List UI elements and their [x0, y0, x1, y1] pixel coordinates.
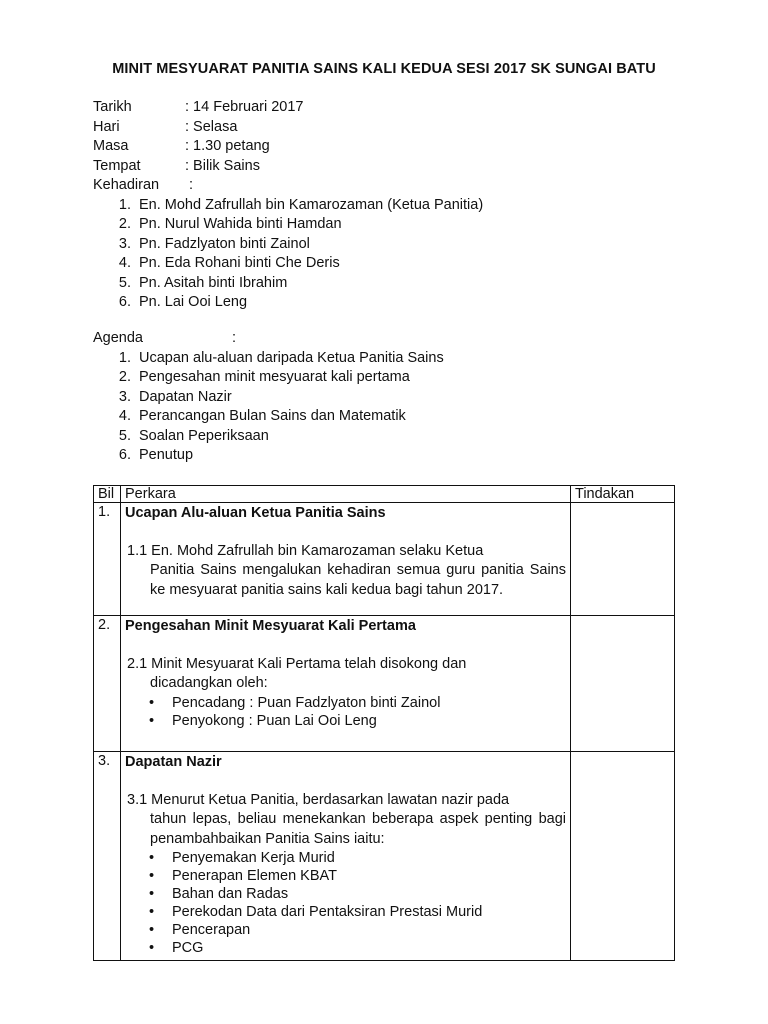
attendee-name: Pn. Lai Ooi Leng [139, 294, 248, 310]
list-item [125, 885, 566, 903]
list-item [125, 939, 566, 957]
bullet-icon: • [148, 904, 155, 920]
row-content [121, 503, 571, 616]
list-item [125, 694, 566, 712]
list-number: 2. [118, 369, 131, 385]
paragraph-first-line: 3.1 Menurut Ketua Panitia, berdasarkan lawatan nazir pada [127, 791, 510, 808]
paragraph-continuation: tahun lepas, beliau menekankan beberapa aspek penting bagi penambahbaikan Panitia Sains iaitu: [150, 811, 566, 847]
attendee-name: Pn. Asitah binti Ibrahim [139, 274, 288, 291]
meta-day-row [93, 118, 693, 138]
list-number: 3. [118, 388, 131, 405]
bullet-icon: • [148, 886, 155, 902]
paragraph-first-line: 2.1 Minit Mesyuarat Kali Pertama telah disokong dan [127, 655, 467, 672]
attendee-name: Pn. Nurul Wahida binti Hamdan [139, 216, 342, 232]
list-item [93, 388, 693, 408]
list-number: 4. [118, 408, 131, 424]
list-number: 5. [118, 427, 131, 444]
list-item [125, 903, 566, 921]
header-perkara: Perkara [121, 486, 571, 503]
list-item [93, 368, 693, 388]
paragraph-continuation: dicadangkan oleh: [150, 675, 268, 691]
table-row [94, 503, 675, 616]
minutes-table [93, 485, 675, 961]
attendee-name: Pn. Fadzlyaton binti Zainol [139, 235, 310, 252]
list-item [125, 849, 566, 867]
meta-label: Masa [93, 138, 129, 154]
list-item [93, 235, 693, 255]
bullet-icon: • [148, 694, 155, 711]
meta-value: : 1.30 petang [185, 138, 270, 154]
table-row [94, 752, 675, 961]
attendee-name: En. Mohd Zafrullah bin Kamarozaman (Ketua Panitia) [139, 196, 484, 213]
document-title: MINIT MESYUARAT PANITIA SAINS KALI KEDUA SESI 2017 SK SUNGAI BATU [112, 61, 656, 77]
bullet-text: Bahan dan Radas [172, 886, 289, 902]
agenda-item: Penutup [139, 447, 194, 463]
meta-time-row [93, 137, 693, 157]
bullet-text: Penyemakan Kerja Murid [172, 850, 335, 866]
list-item [125, 712, 566, 730]
agenda-item: Perancangan Bulan Sains dan Matematik [139, 408, 406, 424]
meta-attendance-row [93, 176, 693, 196]
attendance-list [93, 196, 693, 313]
bullet-icon: • [148, 868, 155, 884]
meta-label: Tarikh [93, 99, 132, 115]
bullet-icon: • [148, 850, 155, 866]
list-item [93, 427, 693, 447]
bullet-text: Penerapan Elemen KBAT [172, 868, 337, 884]
action-cell [571, 616, 675, 752]
meta-value: : Bilik Sains [185, 157, 260, 174]
agenda-item: Pengesahan minit mesyuarat kali pertama [139, 369, 410, 385]
agenda-separator: : [232, 330, 237, 346]
meeting-details [93, 98, 693, 313]
list-item [93, 293, 693, 313]
list-number: 6. [118, 447, 131, 463]
list-item [125, 867, 566, 885]
section-title: Pengesahan Minit Mesyuarat Kali Pertama [125, 618, 416, 634]
meta-value: : Selasa [185, 118, 238, 135]
bullet-list [125, 849, 566, 957]
bullet-text: Penyokong : Puan Lai Ooi Leng [172, 712, 377, 729]
header-bil: Bil [94, 486, 121, 503]
action-cell [571, 752, 675, 961]
meta-value: : [185, 177, 194, 193]
list-item [93, 254, 693, 274]
meta-label: Kehadiran [93, 177, 160, 193]
list-number: 2. [118, 216, 131, 232]
list-item [93, 196, 693, 216]
list-item [93, 349, 693, 369]
meta-value: : 14 Februari 2017 [185, 99, 304, 115]
table-row [94, 616, 675, 752]
meta-date-row [93, 98, 693, 118]
agenda-label: Agenda [93, 330, 143, 346]
bullet-list [125, 694, 566, 730]
list-number: 4. [118, 255, 131, 271]
header-tindakan: Tindakan [571, 486, 675, 503]
row-number: 2. [94, 616, 121, 752]
row-content [121, 752, 571, 961]
section-title: Dapatan Nazir [125, 754, 222, 770]
list-number: 1. [118, 196, 131, 213]
meta-label: Hari [93, 118, 120, 135]
bullet-text: PCG [172, 940, 204, 956]
list-item [93, 274, 693, 294]
table-header-row [94, 486, 675, 503]
list-item [93, 407, 693, 427]
bullet-icon: • [148, 922, 155, 938]
paragraph-first-line: 1.1 En. Mohd Zafrullah bin Kamarozaman selaku Ketua [127, 542, 484, 559]
row-number: 1. [94, 503, 121, 616]
bullet-text: Perekodan Data dari Pentaksiran Prestasi Murid [172, 904, 483, 920]
meta-label: Tempat [93, 157, 141, 174]
section-title: Ucapan Alu-aluan Ketua Panitia Sains [125, 505, 386, 521]
list-item [93, 215, 693, 235]
list-number: 5. [118, 274, 131, 291]
action-cell [571, 503, 675, 616]
row-content [121, 616, 571, 752]
list-number: 1. [118, 349, 131, 366]
agenda-item: Dapatan Nazir [139, 388, 232, 405]
list-item [125, 921, 566, 939]
bullet-icon: • [148, 940, 155, 956]
list-number: 3. [118, 235, 131, 252]
agenda-item: Ucapan alu-aluan daripada Ketua Panitia Sains [139, 349, 444, 366]
agenda-section [93, 329, 693, 466]
list-item [93, 446, 693, 466]
meta-place-row [93, 157, 693, 177]
agenda-heading [93, 329, 693, 349]
bullet-icon: • [148, 712, 155, 729]
agenda-item: Soalan Peperiksaan [139, 427, 269, 444]
bullet-text: Pencadang : Puan Fadzlyaton binti Zainol [172, 694, 441, 711]
row-number: 3. [94, 752, 121, 961]
agenda-list [93, 349, 693, 466]
bullet-text: Pencerapan [172, 922, 251, 938]
list-number: 6. [118, 294, 131, 310]
paragraph-continuation: Panitia Sains mengalukan kehadiran semua guru panitia Sains ke mesyuarat panitia sains kali kedua bagi tahun 2017. [150, 562, 566, 598]
attendee-name: Pn. Eda Rohani binti Che Deris [139, 255, 340, 271]
